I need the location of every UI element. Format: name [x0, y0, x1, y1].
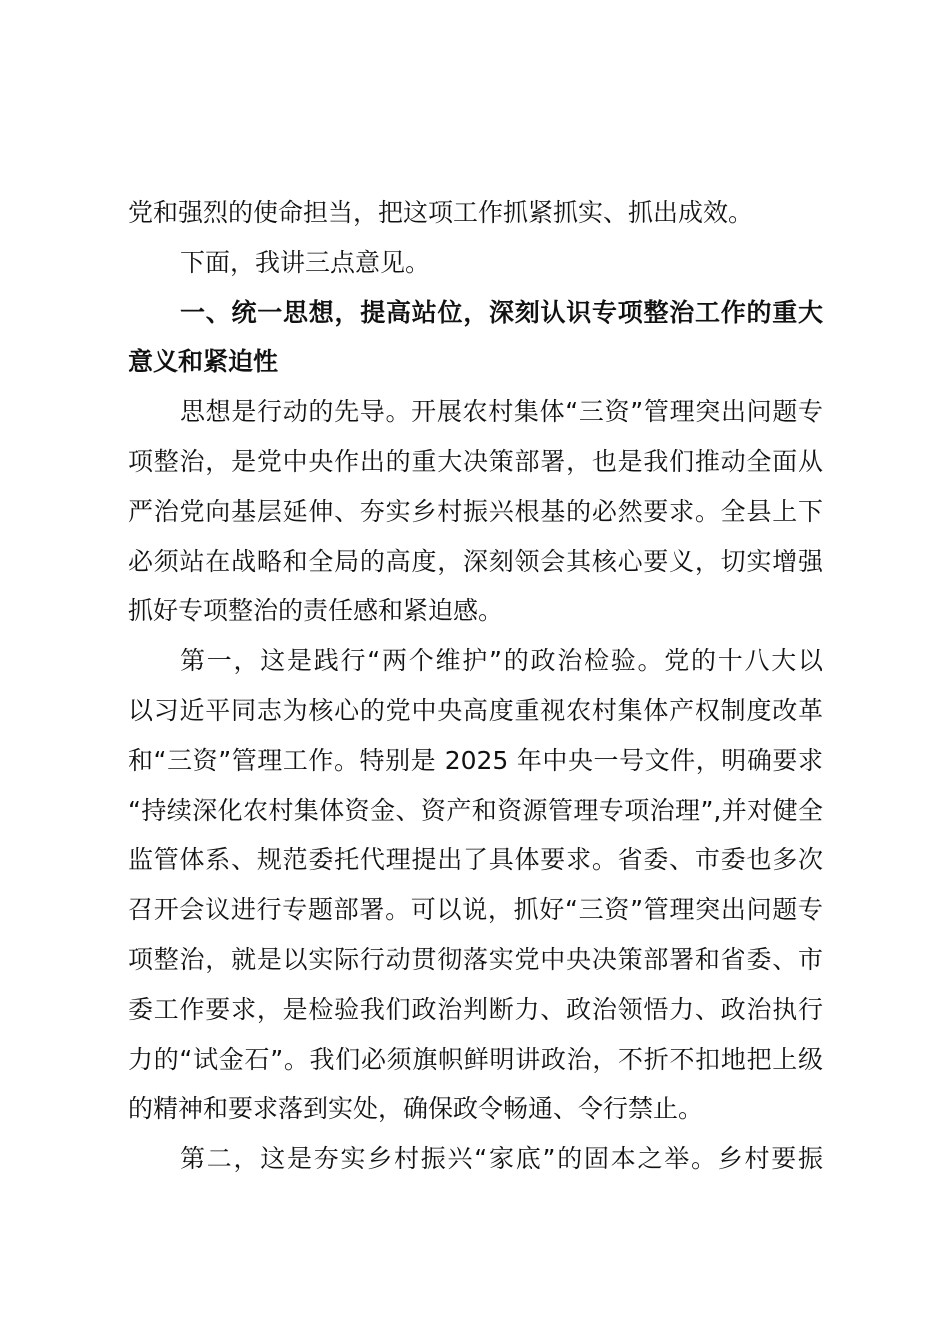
paragraph-line: 项整治，是党中央作出的重大决策部署，也是我们推动全面从 — [128, 446, 823, 476]
heading-line: 一、统一思想，提高站位，深刻认识专项整治工作的重大 — [180, 297, 823, 327]
paragraph-line: 的精神和要求落到实处，确保政令畅通、令行禁止。 — [128, 1094, 704, 1124]
paragraph-line: 思想是行动的先导。开展农村集体“三资”管理突出问题专 — [180, 397, 823, 427]
paragraph-line: 抓好专项整治的责任感和紧迫感。 — [128, 596, 504, 626]
paragraph-line: “持续深化农村集体资金、资产和资源管理专项治理”,并对健全 — [128, 795, 823, 825]
paragraph-line: 必须站在战略和全局的高度，深刻领会其核心要义，切实增强 — [128, 546, 823, 576]
paragraph-line: 项整治，就是以实际行动贯彻落实党中央决策部署和省委、市 — [128, 944, 823, 974]
paragraph-line: 党和强烈的使命担当，把这项工作抓紧抓实、抓出成效。 — [128, 198, 754, 227]
paragraph-line: 严治党向基层延伸、夯实乡村振兴根基的必然要求。全县上下 — [128, 496, 823, 526]
paragraph-line: 第二，这是夯实乡村振兴“家底”的固本之举。乡村要振 — [180, 1144, 823, 1174]
paragraph-line: 召开会议进行专题部署。可以说，抓好“三资”管理突出问题专 — [128, 895, 823, 925]
paragraph-line: 监管体系、规范委托代理提出了具体要求。省委、市委也多次 — [128, 845, 823, 875]
paragraph-line: 和“三资”管理工作。特别是 2025 年中央一号文件，明确要求 — [128, 745, 823, 775]
paragraph-line: 委工作要求，是检验我们政治判断力、政治领悟力、政治执行 — [128, 994, 823, 1024]
paragraph-line: 以习近平同志为核心的党中央高度重视农村集体产权制度改革 — [128, 695, 823, 725]
paragraph-line: 力的“试金石”。我们必须旗帜鲜明讲政治，不折不扣地把上级 — [128, 1044, 823, 1074]
paragraph-line: 下面，我讲三点意见。 — [180, 247, 431, 277]
heading-line: 意义和紧迫性 — [128, 347, 279, 377]
document-page — [128, 188, 823, 1184]
paragraph-line: 第一，这是践行“两个维护”的政治检验。党的十八大以 — [180, 646, 823, 676]
